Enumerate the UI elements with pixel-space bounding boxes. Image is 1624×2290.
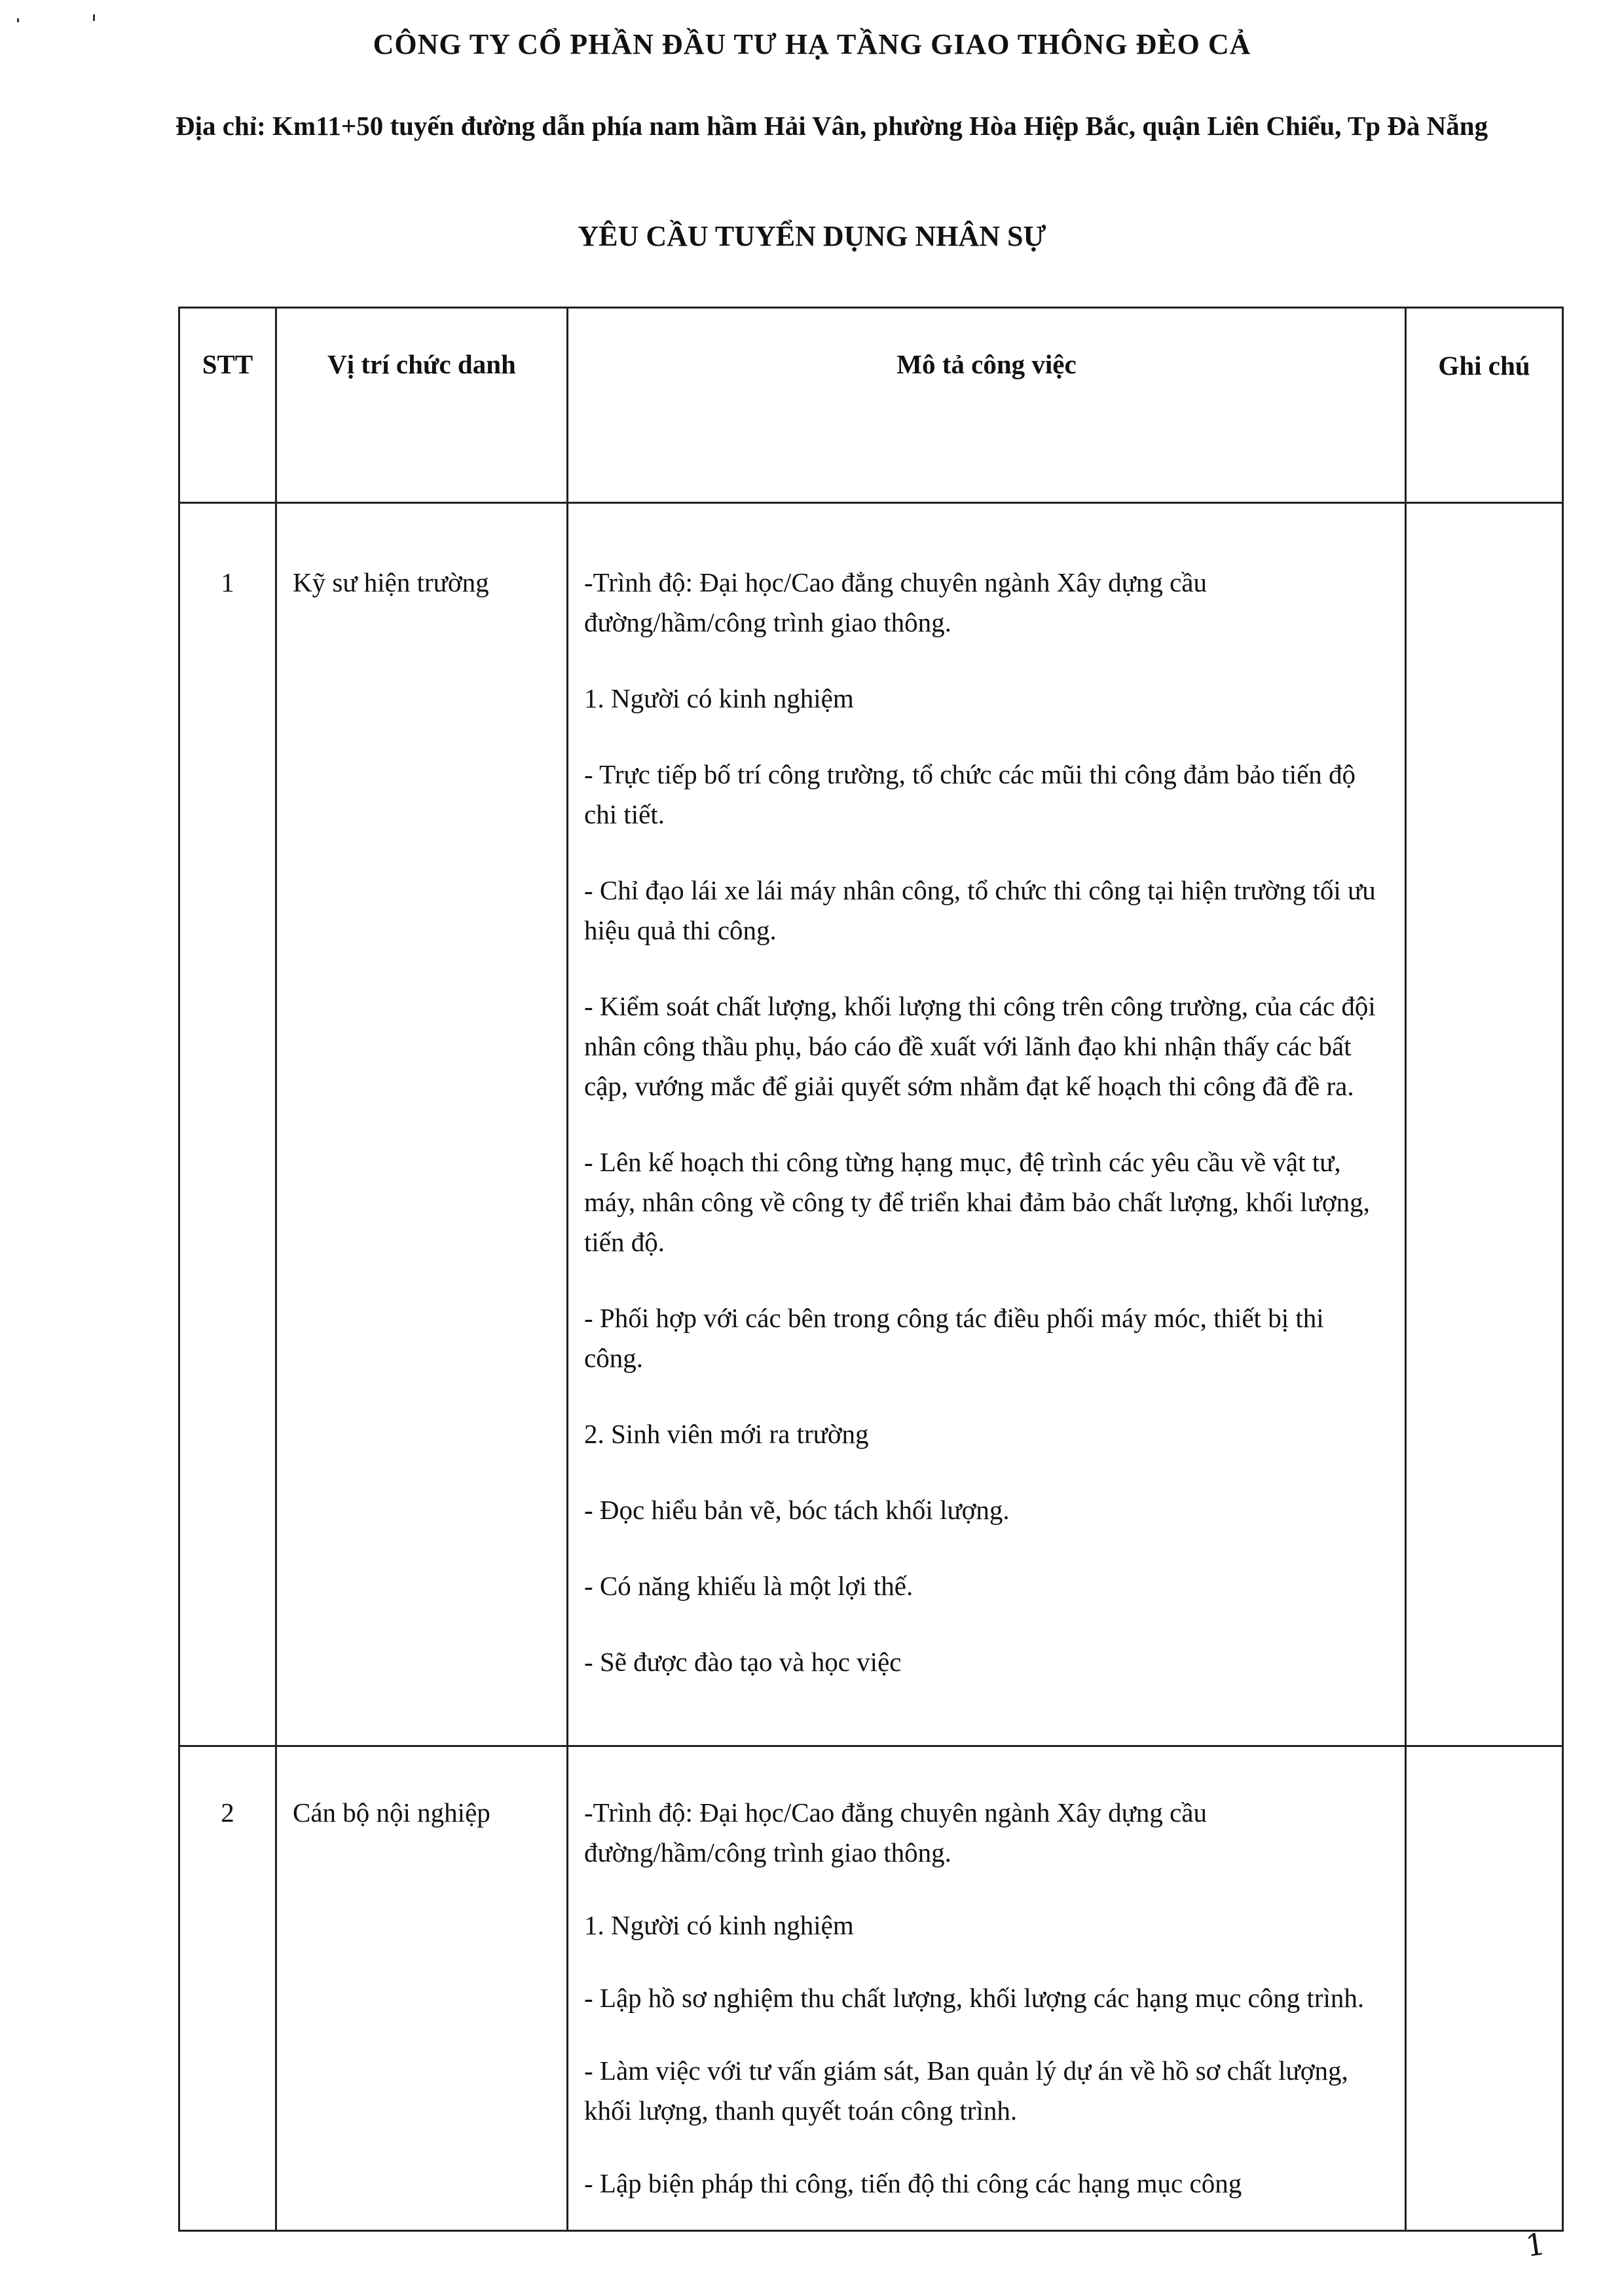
description-line: - Trực tiếp bố trí công trường, tổ chức các mũi thi công đảm bảo tiến độ chi tiết. (584, 759, 1356, 829)
scan-speck (17, 18, 19, 22)
table-row (179, 1746, 1563, 2231)
scan-speck (93, 14, 95, 21)
row-position: Kỹ sư hiện trường (276, 503, 568, 1746)
description-line: - Làm việc với tư vấn giám sát, Ban quản lý dự án về hồ sơ chất lượng, khối lượng, thanh quyết toán công trình. (584, 2055, 1348, 2126)
table-header-row (179, 308, 1563, 503)
description-line: 2. Sinh viên mới ra trường (584, 1419, 869, 1449)
description-line: 1. Người có kinh nghiệm (584, 683, 854, 713)
description-line: 1. Người có kinh nghiệm (584, 1910, 854, 1940)
description-line: - Lập biện pháp thi công, tiến độ thi công các hạng mục công (584, 2168, 1242, 2198)
row-position: Cán bộ nội nghiệp (276, 1746, 568, 2231)
description-line: -Trình độ: Đại học/Cao đẳng chuyên ngành Xây dựng cầu đường/hầm/công trình giao thông. (584, 1797, 1207, 1868)
header-note: Ghi chú (1406, 308, 1563, 503)
company-address: Địa chỉ: Km11+50 tuyến đường dẫn phía nam hầm Hải Vân, phường Hòa Hiệp Bắc, quận Liên Chiểu, Tp Đà Nẵng (175, 111, 1488, 141)
description-line: - Chỉ đạo lái xe lái máy nhân công, tổ chức thi công tại hiện trường tối ưu hiệu quả thi công. (584, 875, 1376, 945)
description-line: - Phối hợp với các bên trong công tác điều phối máy móc, thiết bị thi công. (584, 1303, 1324, 1373)
row-stt: 1 (179, 503, 276, 1746)
company-name: CÔNG TY CỔ PHẦN ĐẦU TƯ HẠ TẦNG GIAO THÔNG ĐÈO CẢ (373, 28, 1251, 60)
description-line: - Kiểm soát chất lượng, khối lượng thi công trên công trường, của các đội nhân công thầu phụ, báo cáo đề xuất với lãnh đạo khi nhận thấy các bất cập, vướng mắc để giải quyết sớm nhằm đạt kế hoạch thi công đã đề ra. (584, 991, 1376, 1101)
row-note (1406, 1746, 1563, 2231)
row-description (568, 1746, 1406, 2231)
row-note (1406, 503, 1563, 1746)
header-description: Mô tả công việc (568, 308, 1406, 503)
header-position: Vị trí chức danh (276, 308, 568, 503)
header-stt: STT (179, 308, 276, 503)
description-line: - Có năng khiếu là một lợi thế. (584, 1571, 913, 1601)
page-corner-mark: 1 (1523, 2226, 1547, 2264)
row-description (568, 503, 1406, 1746)
description-line: - Lập hồ sơ nghiệm thu chất lượng, khối lượng các hạng mục công trình. (584, 1983, 1365, 2013)
description-line: - Lên kế hoạch thi công từng hạng mục, đệ trình các yêu cầu về vật tư, máy, nhân công về công ty để triển khai đảm bảo chất lượng, khối lượng, tiến độ. (584, 1147, 1370, 1257)
description-line: - Đọc hiểu bản vẽ, bóc tách khối lượng. (584, 1495, 1010, 1525)
row-stt: 2 (179, 1746, 276, 2231)
recruitment-table (178, 307, 1564, 2232)
table-row (179, 503, 1563, 1746)
description-line: -Trình độ: Đại học/Cao đẳng chuyên ngành Xây dựng cầu đường/hầm/công trình giao thông. (584, 567, 1207, 637)
document-title: YÊU CẦU TUYỂN DỤNG NHÂN SỰ (578, 220, 1046, 252)
description-line: - Sẽ được đào tạo và học việc (584, 1647, 902, 1677)
